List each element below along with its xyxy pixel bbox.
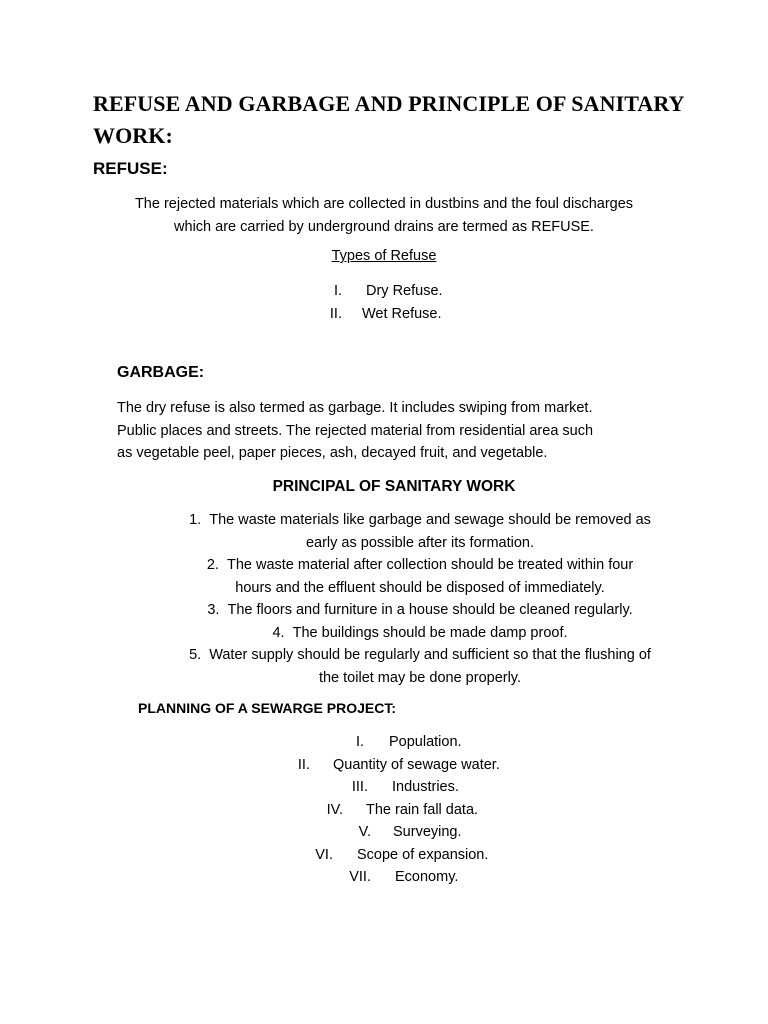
principal-list (120, 509, 720, 689)
list-item-number: 1. (189, 512, 202, 528)
list-item (0, 844, 768, 867)
list-item-number: II. (297, 756, 310, 773)
page-title: REFUSE AND GARBAGE AND PRINCIPLE OF SANITARY WORK: (93, 91, 684, 148)
list-item (120, 644, 720, 689)
list-item (120, 599, 720, 622)
refuse-paragraph-line-1: The rejected materials which are collected in dustbins and the foul discharges (134, 196, 634, 212)
list-item (0, 821, 768, 844)
principal-heading: PRINCIPAL OF SANITARY WORK (272, 478, 516, 495)
list-item-number: I. (355, 734, 364, 750)
planning-list (0, 731, 768, 889)
list-item-text: The buildings should be made damp proof. (292, 624, 568, 641)
list-item (0, 776, 768, 799)
planning-heading: PLANNING OF A SEWARGE PROJECT: (138, 700, 396, 716)
refuse-heading: REFUSE: (93, 159, 168, 178)
list-item-number: VII. (349, 869, 371, 885)
list-item-number: V. (358, 824, 371, 840)
list-item-text: Wet Refuse. (362, 305, 442, 322)
list-item (0, 754, 768, 777)
list-item-continuation: hours and the effluent should be disposed of immediately. (235, 579, 605, 596)
list-item (0, 799, 768, 822)
list-item-continuation: early as possible after its formation. (305, 534, 535, 551)
refuse-paragraph-line-2: which are carried by underground drains are termed as REFUSE. (174, 218, 594, 235)
types-of-refuse-title: Types of Refuse (331, 248, 437, 264)
list-item-text: The rain fall data. (366, 801, 479, 818)
list-item-text: Dry Refuse. (366, 283, 443, 299)
garbage-paragraph-line-1: The dry refuse is also termed as garbage. It includes swiping from market. (117, 400, 593, 416)
list-item (120, 554, 720, 599)
garbage-heading: GARBAGE: (117, 364, 205, 381)
garbage-paragraph-line-2: Public places and streets. The rejected material from residential area such (117, 422, 594, 439)
list-item (0, 866, 768, 889)
garbage-paragraph-line-3: as vegetable peel, paper pieces, ash, decayed fruit, and vegetable. (117, 445, 548, 461)
list-item-number: VI. (315, 846, 333, 863)
list-item-text: Economy. (395, 869, 459, 885)
list-item-number: IV. (326, 801, 343, 818)
list-item-text: Population. (389, 734, 462, 750)
list-item (120, 622, 720, 645)
list-item-text: Scope of expansion. (357, 846, 489, 863)
list-item-number: I. (333, 283, 342, 299)
list-item-number: II. (329, 305, 342, 322)
list-item-number: 5. (189, 647, 202, 663)
list-item (120, 509, 720, 554)
list-item-text: Industries. (392, 779, 459, 795)
list-item-text: Quantity of sewage water. (333, 756, 500, 773)
list-item-text: The floors and furniture in a house should be cleaned regularly. (227, 602, 633, 618)
list-item-number: 4. (272, 624, 285, 641)
list-item-text: Surveying. (393, 824, 462, 840)
refuse-types-list (0, 280, 768, 325)
list-item (0, 280, 768, 303)
list-item-number: 2. (206, 557, 219, 573)
list-item-text: The waste materials like garbage and sewage should be removed as (209, 512, 651, 528)
list-item-text: Water supply should be regularly and sufficient so that the flushing of (209, 647, 651, 663)
list-item-number: 3. (207, 602, 220, 618)
list-item-continuation: the toilet may be done properly. (318, 669, 522, 686)
list-item (0, 731, 768, 754)
list-item-text: The waste material after collection should be treated within four (226, 557, 634, 573)
list-item-number: III. (351, 779, 368, 795)
list-item (0, 303, 768, 326)
